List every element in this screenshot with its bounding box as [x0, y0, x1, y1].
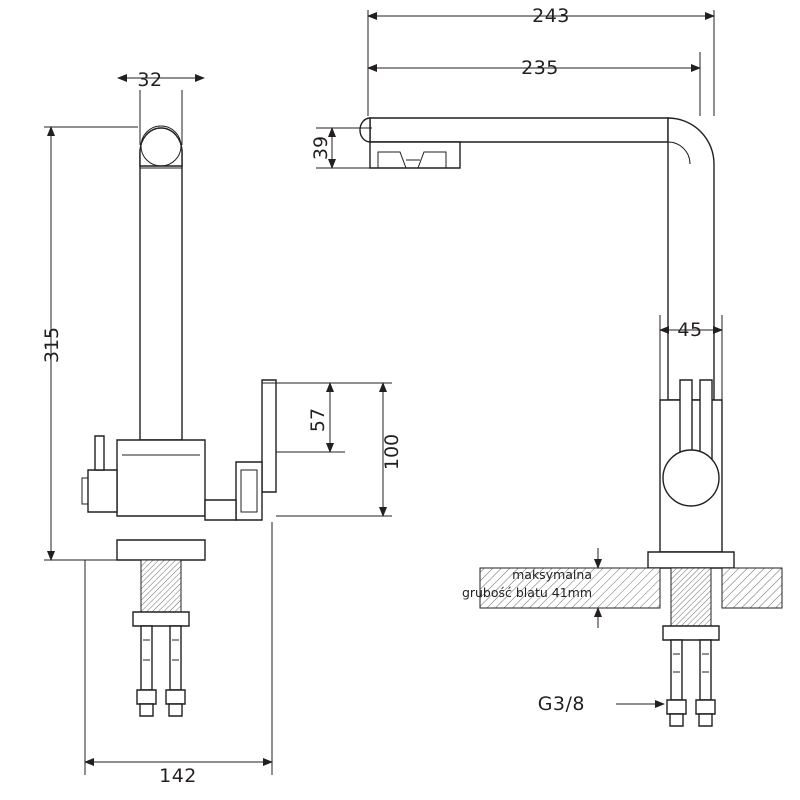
dim-label-243: 243 — [532, 5, 570, 27]
dim-label-142: 142 — [159, 765, 197, 787]
dim-label-39: 39 — [310, 135, 332, 161]
dim-label-45: 45 — [677, 319, 703, 341]
worktop-note-line1: maksymalna — [512, 567, 592, 582]
dim-label-100: 100 — [381, 433, 403, 471]
left-view-faucet — [44, 78, 392, 775]
right-view-faucet — [316, 10, 782, 726]
dim-label-315: 315 — [41, 326, 63, 364]
dim-label-235: 235 — [521, 57, 559, 79]
dim-label-g38: G3/8 — [537, 693, 585, 715]
dim-label-57: 57 — [307, 407, 329, 433]
worktop-note-line2: grubość blatu 41mm — [461, 585, 592, 600]
dim-label-32: 32 — [137, 69, 163, 91]
